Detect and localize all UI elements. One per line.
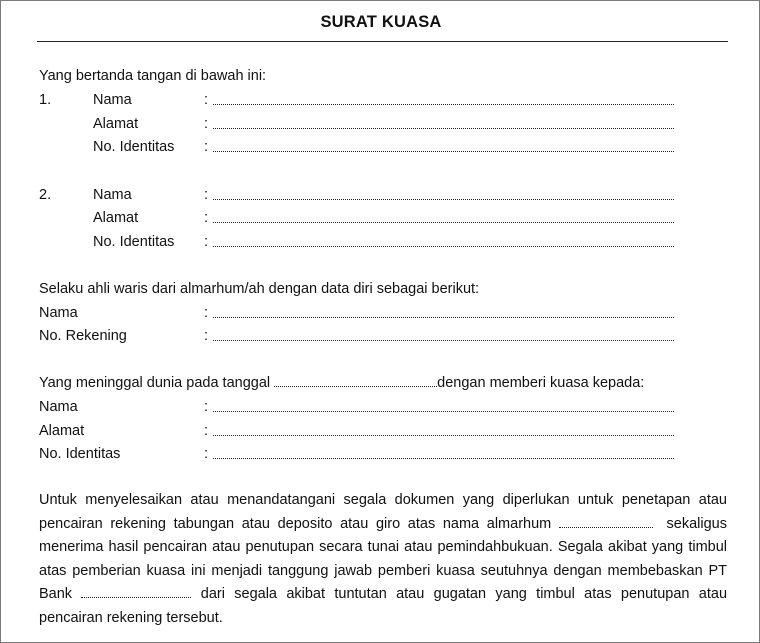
colon: :	[204, 187, 209, 203]
deceased-account-label: No. Rekening	[39, 328, 127, 344]
colon: :	[204, 328, 209, 344]
person-1-number: 1.	[39, 92, 52, 108]
deceased-name-label: Nama	[39, 305, 78, 321]
colon: :	[204, 92, 209, 108]
deceased-account-blank[interactable]	[213, 340, 674, 341]
paragraph-part-2: sekaligus menerima hasil pencairan atau penutupan secara tunai atau pemindahbukuan. Segala akibat yang timbul atas pemberian kuasa ini menjadi tanggung jawab pemberi kuasa seutuhnya dengan membebaskan PT Bank	[39, 515, 727, 602]
person-1-address-blank[interactable]	[213, 128, 674, 129]
person-1-address-label: Alamat	[93, 116, 139, 132]
deceased-name-blank[interactable]	[213, 317, 674, 318]
person-1-name-label: Nama	[93, 92, 132, 108]
attorney-name-blank[interactable]	[213, 411, 674, 412]
colon: :	[204, 210, 209, 226]
attorney-id-blank[interactable]	[213, 458, 674, 459]
person-2-name-label: Nama	[93, 187, 132, 203]
person-1-id-blank[interactable]	[213, 151, 674, 152]
death-date-prefix: Yang meninggal dunia pada tanggal	[39, 375, 271, 391]
heir-statement: Selaku ahli waris dari almarhum/ah dengan data diri sebagai berikut:	[39, 281, 480, 297]
title-underline	[37, 41, 728, 42]
death-date-suffix: dengan memberi kuasa kepada:	[437, 375, 645, 391]
intro-text: Yang bertanda tangan di bawah ini:	[39, 68, 267, 84]
death-date-blank[interactable]	[274, 385, 437, 387]
paragraph-part-3: dari segala akibat tuntutan atau gugatan yang timbul atas penutupan atau pencairan rekening tersebut.	[39, 586, 728, 626]
attorney-address-blank[interactable]	[213, 435, 674, 436]
attorney-name-label: Nama	[39, 399, 78, 415]
colon: :	[204, 423, 209, 439]
person-2-name-blank[interactable]	[213, 199, 674, 200]
person-2-address-blank[interactable]	[213, 222, 674, 223]
attorney-id-label: No. Identitas	[39, 446, 121, 462]
colon: :	[204, 116, 209, 132]
person-2-number: 2.	[39, 187, 52, 203]
person-2-id-label: No. Identitas	[93, 234, 175, 250]
person-1-name-blank[interactable]	[213, 104, 674, 105]
person-2-address-label: Alamat	[93, 210, 139, 226]
colon: :	[204, 305, 209, 321]
person-2-id-blank[interactable]	[213, 246, 674, 247]
colon: :	[204, 399, 209, 415]
attorney-address-label: Alamat	[39, 423, 85, 439]
deceased-name-blank-inline[interactable]	[559, 526, 653, 528]
colon: :	[204, 446, 209, 462]
person-1-id-label: No. Identitas	[93, 139, 175, 155]
document-title: SURAT KUASA	[320, 13, 442, 31]
death-date-line	[39, 374, 644, 392]
colon: :	[204, 139, 209, 155]
bank-name-blank[interactable]	[81, 596, 191, 598]
paragraph-part-1: Untuk menyelesaikan atau menandatangani segala dokumen yang diperlukan untuk penetapan atau pencairan rekening tabungan atau deposito atau giro atas nama almarhum	[39, 492, 727, 532]
colon: :	[204, 234, 209, 250]
closing-paragraph	[39, 489, 727, 630]
